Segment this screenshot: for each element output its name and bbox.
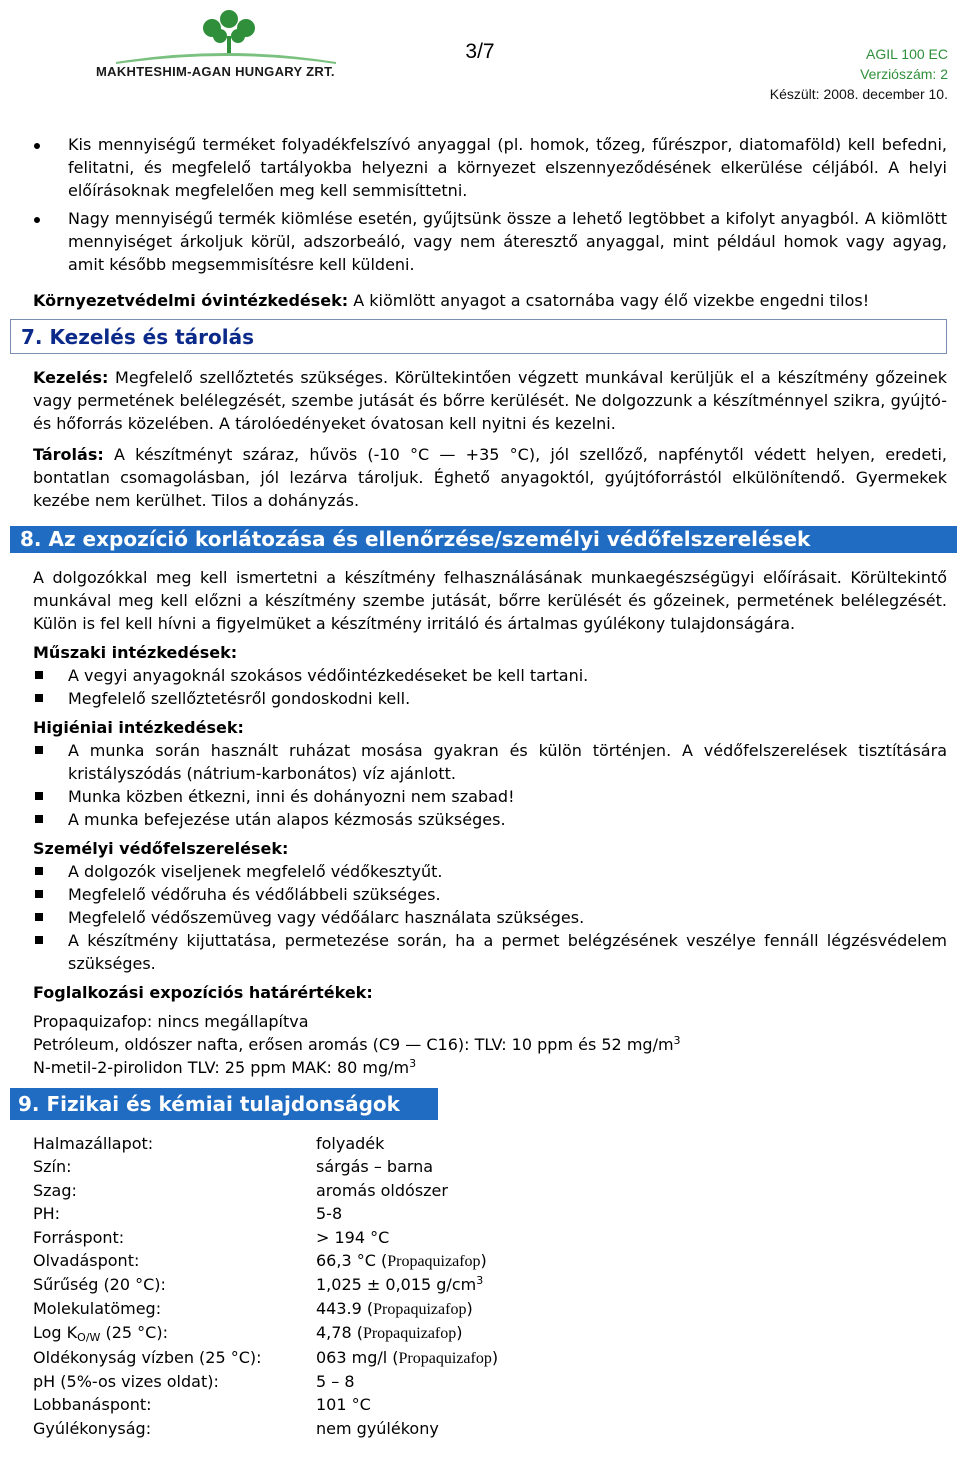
list-item: Kis mennyiségű terméket folyadékfelszívó anyaggal (pl. homok, tőzeg, fűrészpor, diatomaföld) kell befedni, felitatni, és megfelelő tartályokba helyezni a környezet elszennyeződésének elkerülése céljából. A helyi előírásoknak megfelelően meg kell semmisíttetni.: [33, 133, 947, 202]
table-row: [33, 1155, 947, 1178]
square-bullet-icon: [35, 815, 43, 823]
property-value: 443.9 (Propaquizafop): [316, 1298, 473, 1318]
technical-list: [33, 664, 947, 710]
property-name: Halmazállapot:: [33, 1134, 154, 1153]
property-value: folyadék: [316, 1134, 385, 1153]
square-bullet-icon: [35, 792, 43, 800]
page-number: 3/7: [465, 40, 495, 63]
version: Verziószám: 2: [860, 66, 948, 82]
property-value: 1,025 ± 0,015 $g/cm^3$: [316, 1274, 484, 1295]
table-row: [33, 1179, 947, 1202]
list-item: A készítmény kijuttatása, permetezése során, ha a permet belégzésének veszélye fennáll légzésvédelem szükséges.: [33, 929, 947, 975]
exposure-limits-heading: Foglalkozási expozíciós határértékek:: [33, 983, 373, 1002]
document-info: [770, 44, 948, 104]
list-item: Megfelelő védőruha és védőlábbeli szükséges.: [33, 883, 947, 906]
list-item: A vegyi anyagoknál szokásos védőintézkedéseket be kell tartani.: [33, 664, 947, 687]
product-name: AGIL 100 EC: [866, 46, 948, 62]
property-name: Gyúlékonyság:: [33, 1418, 152, 1438]
property-name: pH (5%-os vizes oldat):: [33, 1372, 219, 1392]
properties-table: [33, 1132, 947, 1440]
property-value: 5-8: [316, 1204, 343, 1224]
property-value: 101 °C: [316, 1395, 371, 1415]
property-value: 063 mg/l (Propaquizafop): [316, 1347, 499, 1367]
section-8-intro: A dolgozókkal meg kell ismertetni a készítmény felhasználásának munkaegészségügyi előírásait. Körültekintő munkával meg kell előzni a készítmény szembe jutását, bőrre kerülését és gőzeinek, permetének belélegzését. Külön is fel kell hívni a figyelmüket a készítmény irritáló és ártalmas gyúlékony tulajdonságára.: [33, 568, 947, 633]
storage-paragraph: Tárolás: A készítményt száraz, hűvös (-10 °C — +35 °C), jól szellőző, napfénytől védett helyen, eredeti, bontatlan csomagolásban, jól lezárva tároljuk. Éghető anyagoktól, gyújtóforrástól elkülönítendő. Gyermekek kezébe nem kerülhet. Tilos a dohányzás.: [33, 445, 947, 510]
env-precautions: Környezetvédelmi óvintézkedések: A kiömlött anyagot a csatornába vagy élő vizekbe engedni tilos!: [33, 291, 870, 310]
square-bullet-icon: [35, 936, 43, 944]
property-value: 66,3 °C (Propaquizafop): [316, 1251, 487, 1271]
property-name: Lobbanáspont:: [33, 1395, 152, 1415]
table-row: [33, 1226, 947, 1249]
exposure-limit-1: Propaquizafop: nincs megállapítva: [33, 1012, 309, 1031]
property-name: Molekulatömeg:: [33, 1298, 162, 1318]
bullet-icon: [34, 143, 40, 149]
property-value: 4,78 (Propaquizafop): [316, 1323, 463, 1343]
hygiene-list: [33, 739, 947, 831]
table-row: [33, 1346, 947, 1370]
table-row: [33, 1273, 947, 1296]
table-row: [33, 1297, 947, 1321]
property-name: Forráspont:: [33, 1227, 125, 1247]
table-row: [33, 1202, 947, 1225]
hygiene-measures-heading: Higiéniai intézkedések:: [33, 718, 244, 737]
section-8-heading: 8. Az expozíció korlátozása és ellenőrzése/személyi védőfelszerelések: [10, 526, 957, 553]
property-value: aromás oldószer: [316, 1180, 448, 1200]
ppe-list: [33, 860, 947, 975]
property-name: Szín:: [33, 1157, 72, 1177]
square-bullet-icon: [35, 746, 43, 754]
table-row: [33, 1417, 947, 1440]
list-item: A munka befejezése után alapos kézmosás szükséges.: [33, 808, 947, 831]
list-item: Munka közben étkezni, inni és dohányozni nem szabad!: [33, 785, 947, 808]
property-value: sárgás – barna: [316, 1157, 434, 1177]
table-row: [33, 1132, 947, 1155]
square-bullet-icon: [35, 671, 43, 679]
table-row: [33, 1249, 947, 1273]
table-row: [33, 1321, 947, 1345]
technical-measures-heading: Műszaki intézkedések:: [33, 643, 238, 662]
list-item: A munka során használt ruházat mosása gyakran és külön történjen. A védőfelszerelések tisztítására kristályszódás (nátrium-karbonátos) víz ajánlott.: [33, 739, 947, 785]
handling-paragraph: Kezelés: Megfelelő szellőztetés szükséges. Körültekintően végzett munkával kerüljük el a készítmény gőzeinek vagy permetének belélegzését, szembe jutását és bőrre kerülését. Ne dolgozzunk a készítménnyel szikra, gyújtó- és hőforrás közelében. A tárolóedényeket óvatosan kell nyitni és kezelni.: [33, 368, 947, 433]
table-row: [33, 1370, 947, 1393]
square-bullet-icon: [35, 913, 43, 921]
list-item: Nagy mennyiségű termék kiömlése esetén, gyűjtsünk össze a lehető legtöbbet a kifolyt anyagból. A kiömlött mennyiséget árkoljuk körül, adszorbeáló, vagy nem áteresztő anyaggal, mint például homok vagy agyag, amit később megsemmisítésre kell küldeni.: [33, 207, 947, 276]
property-name: Oldékonyság vízben (25 °C):: [33, 1347, 262, 1367]
property-value: nem gyúlékony: [316, 1418, 439, 1438]
list-item: A dolgozók viseljenek megfelelő védőkesztyűt.: [33, 860, 947, 883]
square-bullet-icon: [35, 867, 43, 875]
section-7-heading: 7. Kezelés és tárolás: [10, 319, 947, 354]
property-name: Olvadáspont:: [33, 1251, 140, 1271]
ppe-heading: Személyi védőfelszerelések:: [33, 839, 289, 858]
document-body: [18, 133, 947, 1440]
square-bullet-icon: [35, 890, 43, 898]
bullet-icon: [34, 217, 40, 223]
property-name: PH:: [33, 1204, 61, 1224]
exposure-limit-2: Petróleum, oldószer nafta, erősen aromás (C9 — C16): TLV: 10 ppm és 52 $mg/m^3$: [33, 1034, 681, 1054]
property-name: Sűrűség (20 °C):: [33, 1275, 166, 1295]
square-bullet-icon: [35, 694, 43, 702]
issue-date: Készült: 2008. december 10.: [769, 86, 948, 102]
exposure-limit-3: N-metil-2-pirolidon TLV: 25 ppm MAK: 80 $mg/m^3$: [33, 1057, 417, 1077]
list-item: Megfelelő szellőztetésről gondoskodni kell.: [33, 687, 947, 710]
list-item: Megfelelő védőszemüveg vagy védőálarc használata szükséges.: [33, 906, 947, 929]
company-name: MAKHTESHIM-AGAN HUNGARY ZRT.: [96, 64, 335, 79]
property-name: Szag:: [33, 1180, 77, 1200]
property-value: > 194 °C: [316, 1227, 390, 1247]
property-name: Log $K_{O/W}$ (25 °C):: [33, 1323, 168, 1345]
table-row: [33, 1393, 947, 1416]
property-value: 5 – 8: [316, 1372, 355, 1392]
spill-bullet-list: [33, 133, 947, 276]
section-9-heading: 9. Fizikai és kémiai tulajdonságok: [10, 1088, 438, 1120]
